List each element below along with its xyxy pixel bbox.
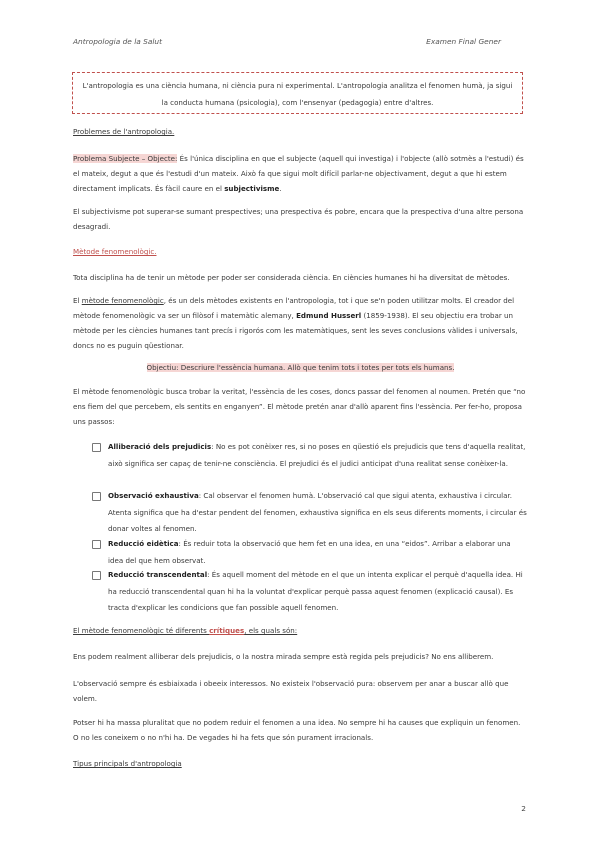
objective-highlight: Objectiu: Descriure l'essència humana. Allò que tenim tots i totes per tots els humans. [146, 363, 455, 372]
paragraph-husserl [73, 293, 528, 353]
section-heading-types: Tipus principals d'antropologia [73, 759, 182, 768]
name-husserl: Edmund Husserl [296, 311, 362, 320]
step-text: : No es pot conèixer res, si no poses en qüestió els prejudicis que tens d'aquella realitat, això significa ser capaç de tenir-ne consciència. El prejudici és el judici anticipat d'una realitat sense conèixer-la. [108, 442, 526, 468]
critiques-word: crítiques [209, 626, 245, 635]
section-heading-problems: Problemes de l'antropologia. [73, 127, 175, 136]
step-text: : Cal observar el fenomen humà. L'observació cal que sigui atenta, exhaustiva i circular. Atenta significa que ha d'estar pendent del fenomen, exhaustiva significa en els seus diferents moments, i circular és donar voltes al fenomen. [108, 491, 527, 533]
section-heading-method [73, 244, 528, 259]
list-item-step-1 [108, 439, 528, 472]
list-item-step-2 [108, 488, 528, 538]
text-span: El [73, 296, 82, 305]
text-span: (1859-1938). El seu objectiu era trobar un mètode per les ciències humanes tant precís i rigorós com les matemàtiques, sent les seves conclusions vàlides i universals, doncs no es puguin qüestionar. [73, 311, 518, 350]
text-span: És l'única disciplina en que el subjecte (aquell qui investiga) i l'objecte (allò sotmès a l'estudi) és el mateix, degut a que és l'estudi d'un mateix. Això fa que sigui molt difícil parlar-ne objectivament, degut a que hi estem directament implicats. És fàcil caure en el [73, 154, 524, 193]
checkbox-step-2[interactable] [92, 492, 101, 501]
page-number: 2 [521, 804, 526, 813]
text-span: El mètode fenomenològic té diferents [73, 626, 210, 635]
paragraph-critique-3: Potser hi ha massa pluralitat que no podem reduir el fenomen a una idea. No sempre hi ha causes que expliquin un fenomen. O no les coneixem o no n'hi ha. De vegades hi ha fets que són purament irracionals. [73, 718, 521, 742]
step-text: : És aquell moment del mètode en el que un intenta explicar el perquè d'aquella idea. Hi ha reducció transcendental quan hi ha la voluntat d'explicar perquè passa aquest fenomen (explicació causal). Es tracta d'explicar les condicions que fan possible aquell fenomen. [108, 570, 523, 612]
step-title: Observació exhaustiva [108, 491, 199, 500]
checkbox-step-3[interactable] [92, 540, 101, 549]
header-exam-title: Examen Final Gener [426, 37, 501, 46]
checkbox-step-1[interactable] [92, 443, 101, 452]
paragraph-subject-object [73, 151, 528, 196]
highlight-subject-object: Problema Subjecte – Objecte: [73, 154, 178, 163]
step-text: : És reduir tota la observació que hem fet en una idea, en una “eidos”. Arribar a elaborar una idea del que hem observat. [108, 539, 511, 565]
text-span: , és un dels mètodes existents en l'antropologia, tot i que se'n poden utilitzar molts. El creador del mètode fenomenològic va ser un filòsof i matemàtic alemany, [73, 296, 515, 320]
text-span: . [279, 184, 282, 193]
step-title: Alliberació dels prejudicis [108, 442, 212, 451]
intro-callout: L'antropologia es una ciència humana, ni ciència pura ni experimental. L'antropologia analitza el fenomen humà, ja sigui la conducta humana (psicologia), com l'ensenyar (pedagogia) entre d'altres. [72, 72, 523, 114]
paragraph-critique-2: L'observació sempre és esbiaixada i obeeix interessos. No existeix l'observació pura: observem per anar a buscar allò que volem. [73, 679, 509, 703]
list-item-step-4 [108, 567, 528, 617]
list-item-step-3 [108, 536, 528, 569]
header-course-title: Antropologia de la Salut [73, 37, 162, 46]
paragraph-method-purpose: El mètode fenomenològic busca trobar la veritat, l'essència de les coses, doncs passar del fenomen al noumen. Pretén que “no ens fiem del que percebem, els sentits en enganyen”. El mètode pretén anar d'allò aparent fins l'essència. Per fer-ho, proposa uns passos: [73, 387, 526, 426]
paragraph-method-intro: Tota disciplina ha de tenir un mètode per poder ser considerada ciència. En ciències humanes hi ha diversitat de mètodes. [73, 273, 510, 282]
text-span: , els quals són: [244, 626, 298, 635]
paragraph-critique-1: Ens podem realment alliberar dels prejudicis, o la nostra mirada sempre està regida pels prejudicis? No ens alliberem. [73, 652, 494, 661]
link-phenomenological-method: mètode fenomenològic [81, 296, 164, 305]
checkbox-step-4[interactable] [92, 571, 101, 580]
method-heading-text: Mètode fenomenològic. [73, 247, 157, 256]
term-subjectivism: subjectivisme [224, 184, 280, 193]
step-title: Reducció transcendental [108, 570, 208, 579]
step-title: Reducció eidètica [108, 539, 179, 548]
paragraph-subjectivism: El subjectivisme pot superar-se sumant prespectives; una prespectiva és pobre, encara que la prespectiva d'una altre persona desagradi. [73, 207, 524, 231]
paragraph-critiques-intro [73, 623, 528, 638]
objective-line [73, 360, 528, 375]
